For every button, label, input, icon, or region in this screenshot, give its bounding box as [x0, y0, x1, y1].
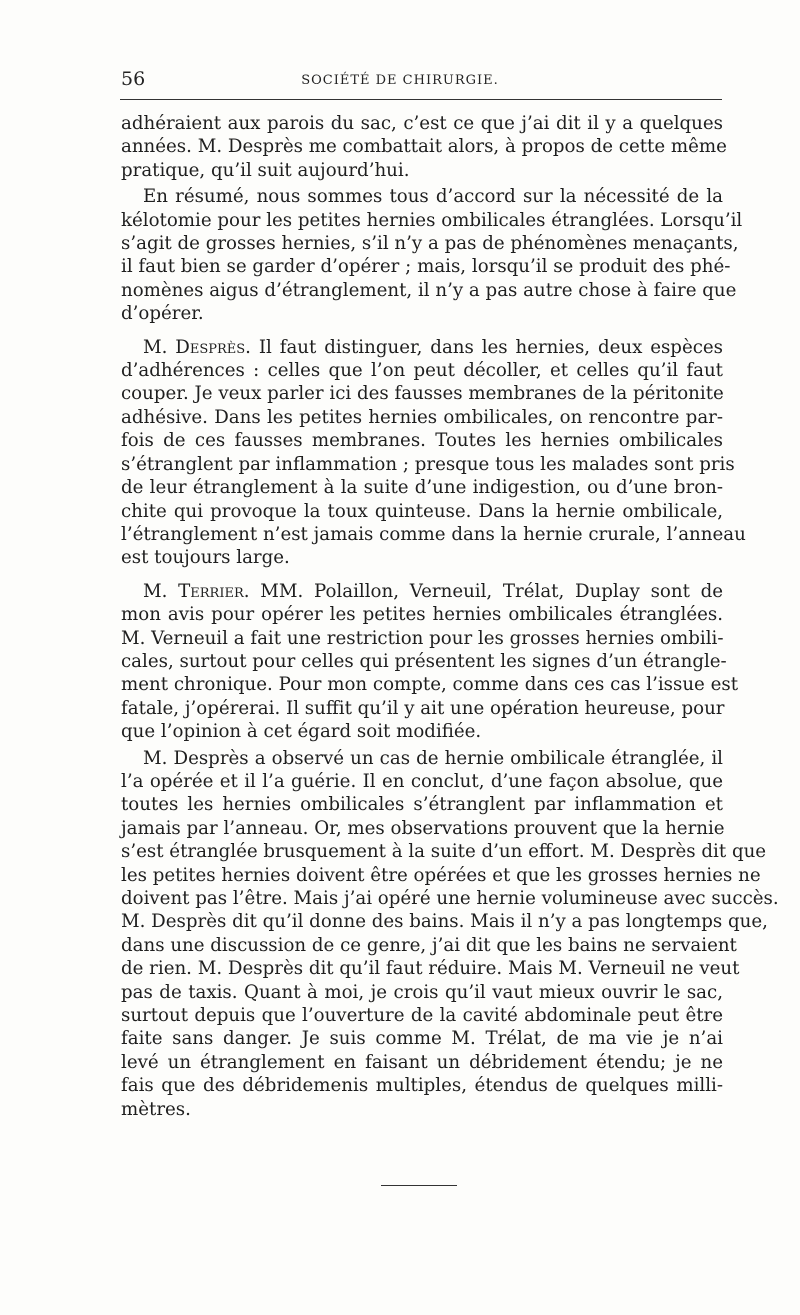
text-line: M. Desprès a observé un cas de hernie ombilicale étranglée, il — [143, 747, 723, 769]
text-line: de leur étranglement à la suite d’une indigestion, ou d’une bron- — [121, 477, 723, 499]
paragraph-1 — [121, 112, 727, 182]
text-line: En résumé, nous sommes tous d’accord sur la nécessité de la — [143, 186, 723, 208]
text-line: d’opérer. — [121, 303, 204, 325]
text-line: les petites hernies doivent être opérées et que les grosses hernies ne — [121, 864, 761, 886]
speaker-name: M. Desprès. — [143, 336, 251, 358]
text-line: mon avis pour opérer les petites hernies ombilicales étranglées. — [121, 604, 723, 626]
text-line: s’est étranglée brusquement à la suite d’un effort. M. Desprès dit que — [121, 841, 767, 863]
text-line: adhésive. Dans les petites hernies ombilicales, on rencontre par- — [121, 406, 723, 428]
text-line: faite sans danger. Je suis comme M. Trélat, de ma vie je n’ai — [121, 1028, 723, 1050]
header-rule — [120, 99, 722, 100]
text-line: M. Desprès dit qu’il donne des bains. Mais il n’y a pas longtemps que, — [121, 911, 768, 933]
line-text: MM. Polaillon, Verneuil, Trélat, Duplay sont de — [260, 580, 723, 602]
text-line: de rien. M. Desprès dit qu’il faut réduire. Mais M. Verneuil ne veut — [121, 958, 740, 980]
text-line: que l’opinion à cet égard soit modifiée. — [121, 721, 482, 743]
text-line: dans une discussion de ce genre, j’ai dit que les bains ne servaient — [121, 934, 737, 956]
text-line: levé un étranglement en faisant un débridement étendu; je ne — [121, 1051, 723, 1073]
text-line: pratique, qu’il suit aujourd’hui. — [121, 159, 410, 181]
text-line: couper. Je veux parler ici des fausses membranes de la péritonite — [121, 383, 724, 405]
text-line: l’a opérée et il l’a guérie. Il en conclut, d’une façon absolue, que — [121, 770, 723, 792]
text-line: adhéraient aux parois du sac, c’est ce que j’ai dit il y a quelques — [121, 113, 723, 134]
text-line: M. Verneuil a fait une restriction pour les grosses hernies ombili- — [121, 627, 724, 649]
text-line: il faut bien se garder d’opérer ; mais, lorsqu’il se produit des phé- — [121, 256, 731, 278]
text-line: jamais par l’anneau. Or, mes observations prouvent que la hernie — [121, 817, 725, 839]
text-line: surtout depuis que l’ouverture de la cavité abdominale peut être — [121, 1005, 723, 1027]
line-text: Il faut distinguer, dans les hernies, deux espèces — [258, 336, 723, 358]
text-line: est toujours large. — [121, 547, 290, 569]
text-line — [121, 580, 723, 603]
text-line: toutes les hernies ombilicales s’étranglent par inflammation et — [121, 794, 723, 816]
text-line: mètres. — [121, 1098, 191, 1120]
text-line: s’étranglent par inflammation ; presque tous les malades sont pris — [121, 453, 735, 475]
text-line: cales, surtout pour celles qui présentent les signes d’un étrangle- — [121, 650, 727, 672]
text-line: fatale, j’opérerai. Il suffit qu’il y ait une opération heureuse, pour — [121, 697, 725, 719]
paragraph-2 — [121, 185, 743, 325]
text-line: d’adhérences : celles que l’on peut décoller, et celles qu’il faut — [121, 360, 723, 382]
paragraph-4 — [121, 580, 738, 744]
text-line: pas de taxis. Quant à moi, je crois qu’il vaut mieux ouvrir le sac, — [121, 981, 723, 1003]
paragraph-5 — [121, 747, 779, 1122]
speaker-name: M. Terrier. — [143, 580, 250, 602]
running-title: SOCIÉTÉ DE CHIRURGIE. — [301, 73, 499, 88]
text-line: kélotomie pour les petites hernies ombilicales étranglées. Lorsqu’il — [121, 209, 743, 231]
paragraph-3 — [121, 336, 746, 570]
page-number: 56 — [121, 68, 146, 90]
text-line: chite qui provoque la toux quinteuse. Dans la hernie ombilicale, — [121, 500, 723, 522]
text-line: années. M. Desprès me combattait alors, à propos de cette même — [121, 136, 727, 158]
text-line: s’agit de grosses hernies, s’il n’y a pas de phénomènes menaçants, — [121, 233, 739, 255]
text-line: fois de ces fausses membranes. Toutes les hernies ombilicales — [121, 430, 723, 452]
text-line: ment chronique. Pour mon compte, comme dans ces cas l’issue est — [121, 674, 738, 696]
text-line: doivent pas l’être. Mais j’ai opéré une hernie volumineuse avec succès. — [121, 888, 779, 909]
body-text — [121, 112, 779, 1121]
end-rule — [381, 1185, 457, 1186]
text-line: nomènes aigus d’étranglement, il n’y a pas autre chose à faire que — [121, 279, 737, 301]
text-line: l’étranglement n’est jamais comme dans la hernie crurale, l’anneau — [121, 523, 746, 545]
text-line — [121, 336, 723, 359]
text-line: fais que des débridemenis multiples, étendus de quelques milli- — [121, 1075, 723, 1097]
